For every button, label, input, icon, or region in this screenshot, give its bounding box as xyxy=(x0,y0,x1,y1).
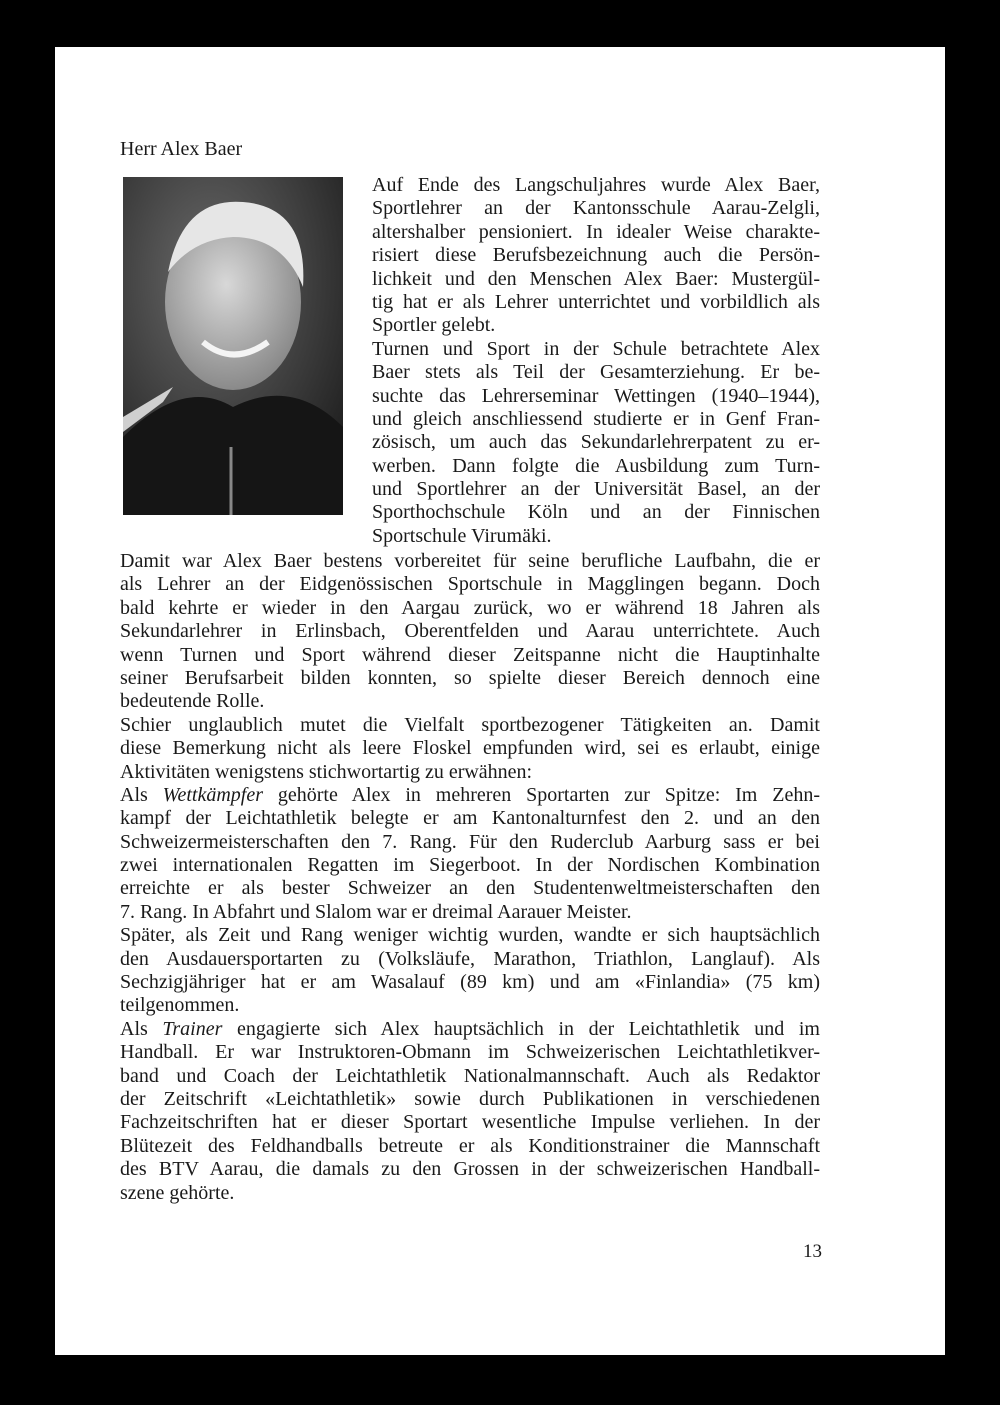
text-line: risiert diese Berufsbezeichnung auch die Persön- xyxy=(372,244,820,267)
text-segment: Als xyxy=(120,783,163,806)
text-line: der Zeitschrift «Leichtathletik» sowie durch Publikationen in verschiedenen xyxy=(120,1087,820,1110)
text-line: Damit war Alex Baer bestens vorbereitet für seine berufliche Laufbahn, die er xyxy=(120,550,820,572)
text-line: lichkeit und den Menschen Alex Baer: Mustergül- xyxy=(372,267,820,290)
text-line: seiner Berufsarbeit bilden konnten, so spielte dieser Bereich dennoch eine xyxy=(120,666,820,689)
right-column-text xyxy=(372,174,820,548)
text-line: Baer stets als Teil der Gesamterziehung. Er be- xyxy=(372,361,820,384)
text-line: band und Coach der Leichtathletik Nationalmannschaft. Auch als Redaktor xyxy=(120,1064,820,1087)
text-line: Später, als Zeit und Rang weniger wichtig wurden, wandte er sich hauptsächlich xyxy=(120,924,820,947)
text-line: erreichte er als bester Schweizer an den Studentenweltmeisterschaften den xyxy=(120,877,820,900)
text-line: 7. Rang. In Abfahrt und Slalom war er dreimal Aarauer Meister. xyxy=(120,900,632,923)
text-line: den Ausdauersportarten zu (Volksläufe, Marathon, Triathlon, Langlauf). Als xyxy=(120,947,820,970)
page-title: Herr Alex Baer xyxy=(120,138,243,160)
text-line: bedeutende Rolle. xyxy=(120,690,265,713)
text-line: als Lehrer an der Eidgenössischen Sportschule in Magglingen begann. Doch xyxy=(120,573,820,596)
text-line: und Sportlehrer an der Universität Basel, an der xyxy=(372,478,820,501)
text-line: Schweizermeisterschaften den 7. Rang. Für den Ruderclub Aarburg sass er bei xyxy=(120,830,820,853)
text-line: Fachzeitschriften hat er dieser Sportart wesentliche Impulse verliehen. In der xyxy=(120,1111,820,1134)
text-line xyxy=(120,784,820,807)
text-line: Sportler gelebt. xyxy=(372,314,496,337)
text-line: Auf Ende des Langschuljahres wurde Alex Baer, xyxy=(372,174,820,196)
text-segment: engagierte sich Alex hauptsächlich in der Leichtathletik und im xyxy=(222,1017,820,1040)
text-line: suchte das Lehrerseminar Wettingen (1940–1944), xyxy=(372,384,820,407)
text-line: bald kehrte er wieder in den Aargau zurück, wo er während 18 Jahren als xyxy=(120,596,820,619)
text-line: und gleich anschliessend studierte er in Genf Fran- xyxy=(372,407,820,430)
portrait-photo xyxy=(123,177,343,515)
italic-term: Trainer xyxy=(162,1017,223,1040)
page-number: 13 xyxy=(803,1241,822,1262)
text-line xyxy=(120,1018,820,1041)
text-line: Sporthochschule Köln und an der Finnischen xyxy=(372,501,820,524)
text-line: werben. Dann folgte die Ausbildung zum Turn- xyxy=(372,454,820,477)
text-line: teilgenommen. xyxy=(120,994,240,1017)
text-line: zwei internationalen Regatten im Siegerboot. In der Nordischen Kombination xyxy=(120,854,820,877)
text-line: diese Bemerkung nicht als leere Floskel empfunden wird, sei es erlaubt, einige xyxy=(120,737,820,760)
text-line: szene gehörte. xyxy=(120,1181,235,1204)
text-line: wenn Turnen und Sport während dieser Zeitspanne nicht die Hauptinhalte xyxy=(120,643,820,666)
text-line: altershalber pensioniert. In idealer Weise charakte- xyxy=(372,220,820,243)
text-line: Blütezeit des Feldhandballs betreute er als Konditionstrainer die Mannschaft xyxy=(120,1134,820,1157)
text-line: Sechzigjähriger hat er am Wasalauf (89 km) und am «Finlandia» (75 km) xyxy=(120,971,820,994)
italic-term: Wettkämpfer xyxy=(162,783,264,806)
text-line: des BTV Aarau, die damals zu den Grossen in der schweizerischen Handball- xyxy=(120,1158,820,1181)
portrait-image xyxy=(123,177,343,515)
body-text xyxy=(120,550,820,1205)
text-line: Turnen und Sport in der Schule betrachtete Alex xyxy=(372,337,820,360)
text-line: Aktivitäten wenigstens stichwortartig zu erwähnen: xyxy=(120,760,533,783)
text-line: tig hat er als Lehrer unterrichtet und vorbildlich als xyxy=(372,290,820,313)
text-segment: gehörte Alex in mehreren Sportarten zur Spitze: Im Zehn- xyxy=(263,783,820,806)
text-segment: Als xyxy=(120,1017,163,1040)
text-line: Schier unglaublich mutet die Vielfalt sportbezogener Tätigkeiten an. Damit xyxy=(120,713,820,736)
text-line: Handball. Er war Instruktoren-Obmann im Schweizerischen Leichtathletikver- xyxy=(120,1041,820,1064)
text-line: kampf der Leichtathletik belegte er am Kantonalturnfest den 2. und an den xyxy=(120,807,820,830)
text-line: Sportlehrer an der Kantonsschule Aarau-Zelgli, xyxy=(372,197,820,220)
text-line: zösisch, um auch das Sekundarlehrerpatent zu er- xyxy=(372,431,820,454)
text-line: Sekundarlehrer in Erlinsbach, Oberentfelden und Aarau unterrichtete. Auch xyxy=(120,620,820,643)
text-line: Sportschule Virumäki. xyxy=(372,524,552,547)
